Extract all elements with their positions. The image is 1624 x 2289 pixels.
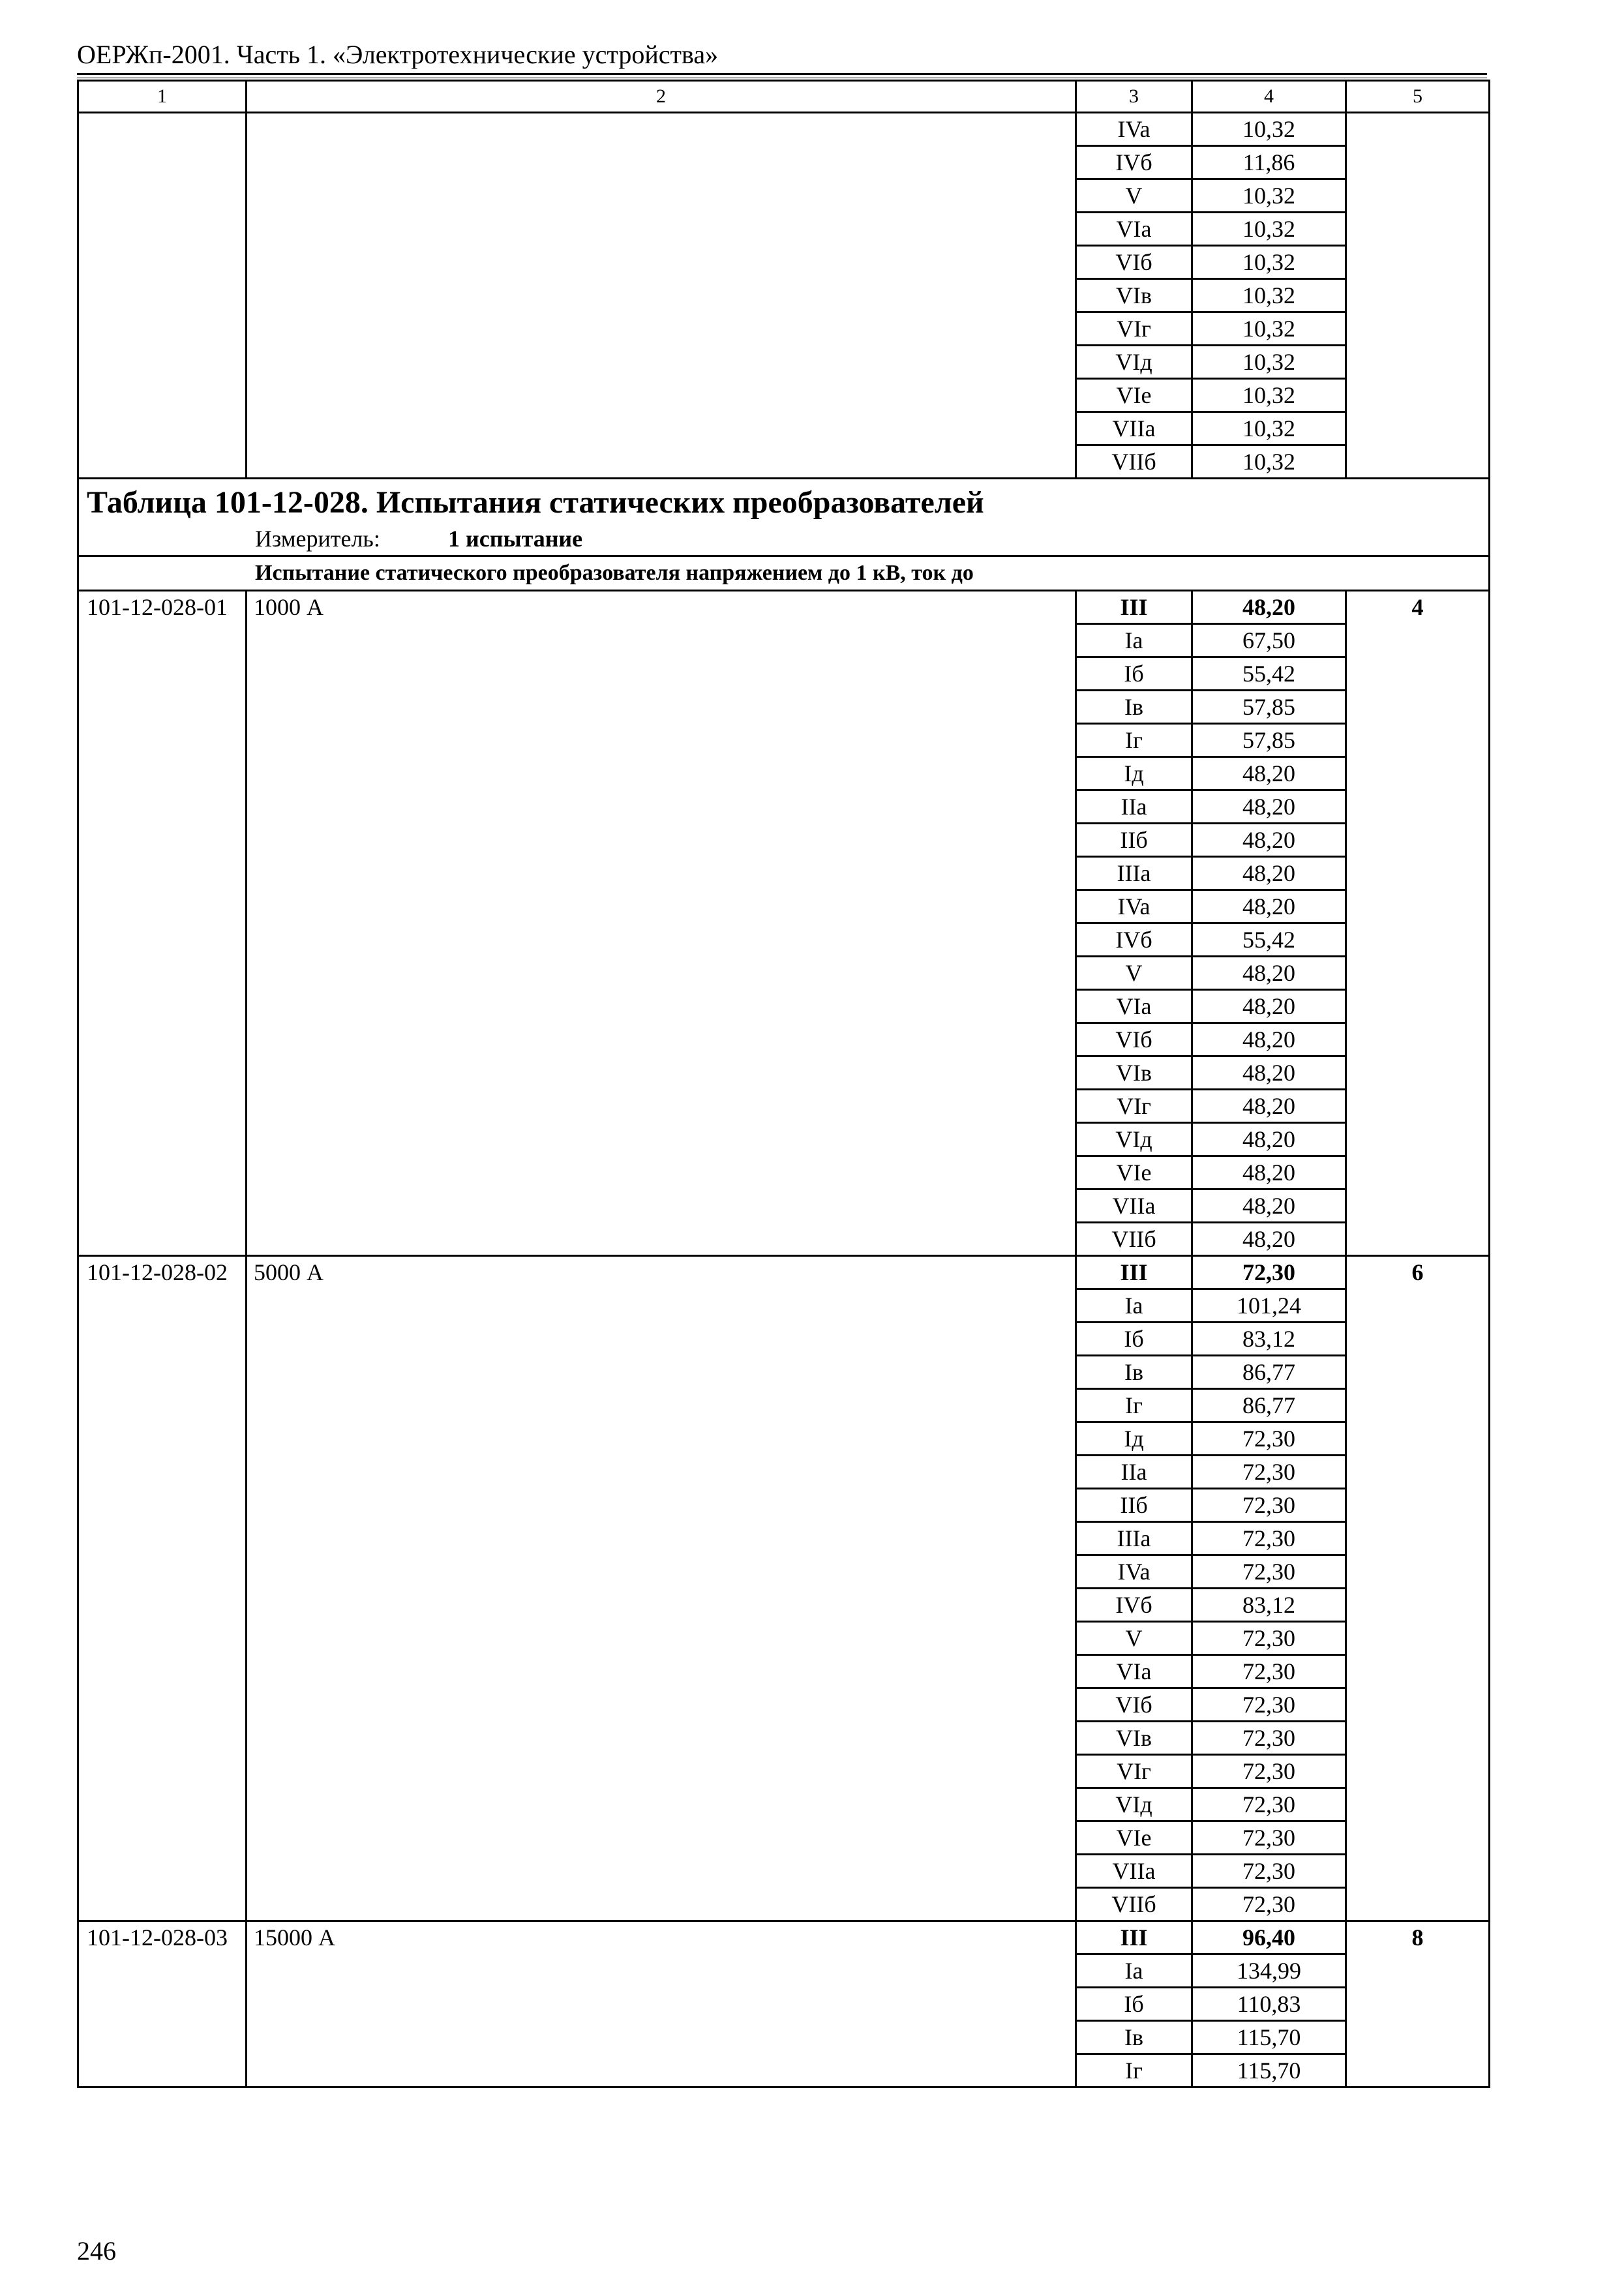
- count-cell: 6: [1346, 1256, 1490, 1921]
- column-number: 2: [247, 81, 1076, 113]
- zone-cell: Ia: [1076, 1289, 1192, 1323]
- zone-cell: Iг: [1076, 1389, 1192, 1422]
- value-cell: 10,32: [1192, 379, 1346, 412]
- zone-cell: VIг: [1076, 1090, 1192, 1123]
- value-cell: 72,30: [1192, 1655, 1346, 1688]
- zone-cell: VIг: [1076, 1755, 1192, 1788]
- value-cell: 72,30: [1192, 1755, 1346, 1788]
- code-cell: 101-12-028-03: [78, 1921, 247, 2087]
- name-cell: 5000 А: [247, 1256, 1076, 1921]
- value-cell: 72,30: [1192, 1522, 1346, 1555]
- value-cell: 10,32: [1192, 179, 1346, 213]
- zone-cell: VIб: [1076, 1023, 1192, 1056]
- zone-cell: IIIa: [1076, 857, 1192, 890]
- zone-cell: III: [1076, 1921, 1192, 1954]
- zone-cell: III: [1076, 591, 1192, 624]
- zone-cell: V: [1076, 957, 1192, 990]
- zone-cell: VIa: [1076, 213, 1192, 246]
- value-cell: 48,20: [1192, 1189, 1346, 1223]
- value-cell: 72,30: [1192, 1722, 1346, 1755]
- zone-cell: VIб: [1076, 246, 1192, 279]
- zone-cell: IVa: [1076, 890, 1192, 923]
- name-cell: 1000 А: [247, 591, 1076, 1256]
- column-number: 4: [1192, 81, 1346, 113]
- value-cell: 115,70: [1192, 2021, 1346, 2054]
- zone-cell: IIa: [1076, 1456, 1192, 1489]
- column-number-row: [78, 81, 1490, 113]
- value-cell: 48,20: [1192, 1123, 1346, 1156]
- measure-value: 1 испытание: [448, 526, 583, 552]
- value-cell: 48,20: [1192, 757, 1346, 790]
- page-number: 246: [77, 2236, 116, 2266]
- zone-cell: Iб: [1076, 1988, 1192, 2021]
- zone-cell: VIe: [1076, 379, 1192, 412]
- value-cell: 96,40: [1192, 1921, 1346, 1954]
- zone-cell: VIe: [1076, 1156, 1192, 1189]
- value-cell: 72,30: [1192, 1622, 1346, 1655]
- zone-cell: IIб: [1076, 824, 1192, 857]
- table-row: [78, 1256, 1490, 1289]
- running-header: ОЕРЖп-2001. Часть 1. «Электротехнические устройства»: [77, 40, 719, 69]
- value-cell: 67,50: [1192, 624, 1346, 657]
- zone-cell: IIIa: [1076, 1522, 1192, 1555]
- value-cell: 10,32: [1192, 113, 1346, 146]
- value-cell: 72,30: [1192, 1489, 1346, 1522]
- value-cell: 11,86: [1192, 146, 1346, 179]
- zone-cell: IVб: [1076, 1589, 1192, 1622]
- table-title-cell: [78, 479, 1490, 556]
- value-cell: 48,20: [1192, 1090, 1346, 1123]
- zone-cell: V: [1076, 179, 1192, 213]
- value-cell: 48,20: [1192, 1156, 1346, 1189]
- zone-cell: VIe: [1076, 1821, 1192, 1855]
- value-cell: 10,32: [1192, 213, 1346, 246]
- table-subtitle-row: [78, 556, 1490, 591]
- zone-cell: Iв: [1076, 691, 1192, 724]
- value-cell: 72,30: [1192, 1456, 1346, 1489]
- zone-cell: VIд: [1076, 346, 1192, 379]
- value-cell: 72,30: [1192, 1821, 1346, 1855]
- value-cell: 83,12: [1192, 1323, 1346, 1356]
- zone-cell: IVб: [1076, 923, 1192, 957]
- zone-cell: VIIa: [1076, 1855, 1192, 1888]
- count-cell: 8: [1346, 1921, 1490, 2087]
- value-cell: 48,20: [1192, 591, 1346, 624]
- zone-cell: VIIб: [1076, 1223, 1192, 1256]
- value-cell: 48,20: [1192, 824, 1346, 857]
- value-cell: 86,77: [1192, 1389, 1346, 1422]
- count-cell: [1346, 113, 1490, 479]
- value-cell: 48,20: [1192, 990, 1346, 1023]
- value-cell: 48,20: [1192, 890, 1346, 923]
- table-title: Таблица 101-12-028. Испытания статических преобразователей: [87, 485, 984, 520]
- measure-line: [79, 522, 1488, 555]
- value-cell: 86,77: [1192, 1356, 1346, 1389]
- zone-cell: IIб: [1076, 1489, 1192, 1522]
- zone-cell: Iв: [1076, 2021, 1192, 2054]
- column-number: 5: [1346, 81, 1490, 113]
- value-cell: 10,32: [1192, 246, 1346, 279]
- value-cell: 134,99: [1192, 1954, 1346, 1988]
- zone-cell: VIa: [1076, 990, 1192, 1023]
- value-cell: 72,30: [1192, 1788, 1346, 1821]
- value-cell: 72,30: [1192, 1855, 1346, 1888]
- zone-cell: Iб: [1076, 1323, 1192, 1356]
- value-cell: 72,30: [1192, 1422, 1346, 1456]
- code-cell: 101-12-028-02: [78, 1256, 247, 1921]
- zone-cell: Iд: [1076, 1422, 1192, 1456]
- zone-cell: VIв: [1076, 1056, 1192, 1090]
- zone-cell: IVa: [1076, 113, 1192, 146]
- zone-cell: Iг: [1076, 724, 1192, 757]
- measure-label: Измеритель:: [255, 526, 380, 552]
- zone-cell: III: [1076, 1256, 1192, 1289]
- zone-cell: VIд: [1076, 1788, 1192, 1821]
- name-cell: 15000 А: [247, 1921, 1076, 2087]
- zone-cell: Iв: [1076, 1356, 1192, 1389]
- zone-cell: VIв: [1076, 1722, 1192, 1755]
- value-cell: 48,20: [1192, 1056, 1346, 1090]
- value-cell: 10,32: [1192, 412, 1346, 445]
- value-cell: 110,83: [1192, 1988, 1346, 2021]
- value-cell: 115,70: [1192, 2054, 1346, 2087]
- zone-cell: VIб: [1076, 1688, 1192, 1722]
- table-row: [78, 113, 1490, 146]
- zone-cell: IIa: [1076, 790, 1192, 824]
- zone-cell: VIд: [1076, 1123, 1192, 1156]
- zone-cell: VIIб: [1076, 445, 1192, 479]
- zone-cell: VIa: [1076, 1655, 1192, 1688]
- value-cell: 48,20: [1192, 857, 1346, 890]
- table-row: [78, 591, 1490, 624]
- zone-cell: Ia: [1076, 1954, 1192, 1988]
- zone-cell: Iг: [1076, 2054, 1192, 2087]
- count-cell: 4: [1346, 591, 1490, 1256]
- code-cell: [78, 113, 247, 479]
- zone-cell: VIIб: [1076, 1888, 1192, 1921]
- zone-cell: VIIa: [1076, 412, 1192, 445]
- zone-cell: V: [1076, 1622, 1192, 1655]
- zone-cell: VIIa: [1076, 1189, 1192, 1223]
- value-cell: 57,85: [1192, 724, 1346, 757]
- value-cell: 55,42: [1192, 657, 1346, 691]
- value-cell: 72,30: [1192, 1256, 1346, 1289]
- value-cell: 101,24: [1192, 1289, 1346, 1323]
- value-cell: 57,85: [1192, 691, 1346, 724]
- value-cell: 48,20: [1192, 957, 1346, 990]
- value-cell: 72,30: [1192, 1688, 1346, 1722]
- column-number: 3: [1076, 81, 1192, 113]
- value-cell: 10,32: [1192, 346, 1346, 379]
- table-title-row: [78, 479, 1490, 556]
- zone-cell: Ia: [1076, 624, 1192, 657]
- value-cell: 10,32: [1192, 312, 1346, 346]
- value-cell: 48,20: [1192, 790, 1346, 824]
- zone-cell: IVб: [1076, 146, 1192, 179]
- zone-cell: VIг: [1076, 312, 1192, 346]
- zone-cell: IVa: [1076, 1555, 1192, 1589]
- column-number: 1: [78, 81, 247, 113]
- zone-cell: VIв: [1076, 279, 1192, 312]
- zone-cell: Iд: [1076, 757, 1192, 790]
- value-cell: 48,20: [1192, 1223, 1346, 1256]
- value-cell: 55,42: [1192, 923, 1346, 957]
- name-cell: [247, 113, 1076, 479]
- value-cell: 48,20: [1192, 1023, 1346, 1056]
- value-cell: 10,32: [1192, 445, 1346, 479]
- value-cell: 10,32: [1192, 279, 1346, 312]
- header-rule: [77, 73, 1487, 75]
- price-table: [77, 80, 1488, 2088]
- value-cell: 72,30: [1192, 1888, 1346, 1921]
- value-cell: 83,12: [1192, 1589, 1346, 1622]
- table-subtitle: Испытание статического преобразователя напряжением до 1 кВ, ток до: [78, 556, 1490, 591]
- value-cell: 72,30: [1192, 1555, 1346, 1589]
- code-cell: 101-12-028-01: [78, 591, 247, 1256]
- table-row: [78, 1921, 1490, 1954]
- zone-cell: Iб: [1076, 657, 1192, 691]
